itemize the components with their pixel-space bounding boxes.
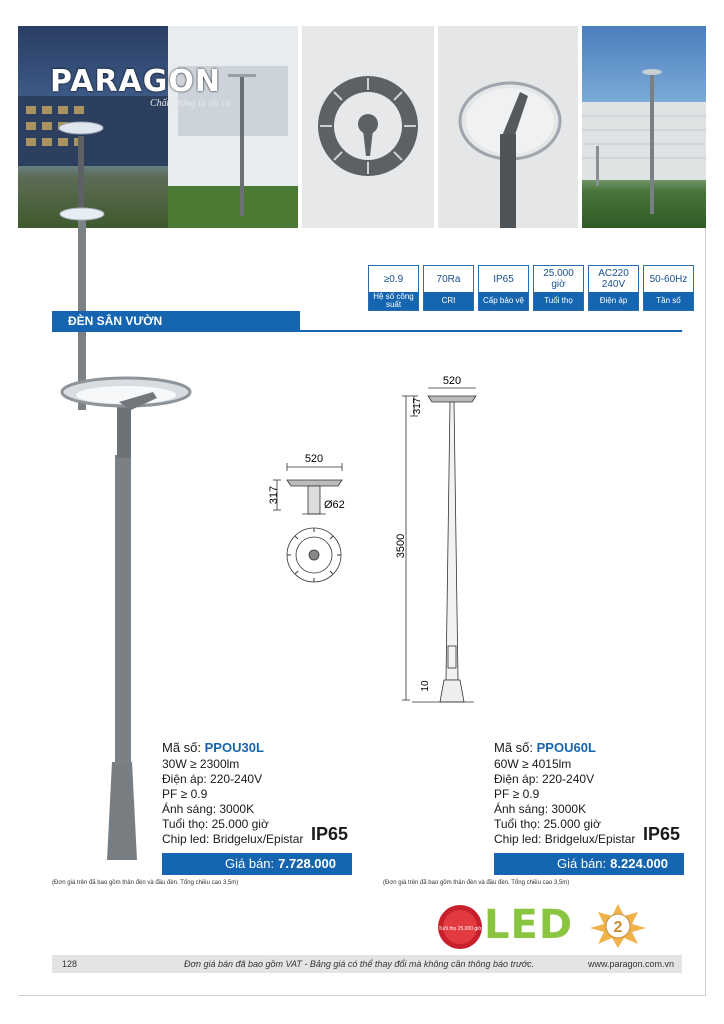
- spec-icons: [368, 265, 694, 311]
- price-label: Giá bán:: [225, 856, 275, 871]
- photo-lamp-top-view: [302, 26, 434, 228]
- product-code-label: Mã số:: [494, 740, 534, 755]
- spec-label: Cấp bảo vệ: [479, 292, 528, 310]
- dim-small-height: 317: [268, 485, 280, 505]
- spec-value: AC220 240V: [598, 268, 629, 290]
- photo-lamp-side-view: [438, 26, 578, 228]
- spec-ip: [478, 265, 529, 311]
- section-rule: [52, 330, 682, 332]
- led-logo: LED: [484, 902, 574, 948]
- dim-small-diameter: Ø62: [324, 499, 345, 511]
- footer-url[interactable]: www.paragon.com.vn: [587, 959, 674, 969]
- product-life: Tuổi thọ: 25.000 giờ: [162, 817, 269, 831]
- footer: [52, 955, 682, 973]
- photo-street-light-wall: [582, 26, 706, 228]
- product-light: Ánh sáng: 3000K: [494, 802, 587, 816]
- price-bar-ppou60l: [494, 853, 684, 875]
- product-light: Ánh sáng: 3000K: [162, 802, 255, 816]
- price-note: (Đơn giá trên đã bao gồm thân đèn và đầu đèn. Tổng chiều cao 3,5m): [52, 880, 239, 886]
- spec-value: 50-60Hz: [649, 273, 688, 285]
- spec-value: IP65: [493, 273, 514, 285]
- dim-pole-height: 3500: [395, 533, 407, 559]
- product-ip-rating: IP65: [642, 824, 680, 844]
- product-power: 30W ≥ 2300lm: [162, 757, 240, 771]
- product-chip: Chip led: Bridgelux/Epistar: [162, 832, 304, 846]
- product-code: PPOU30L: [204, 740, 264, 755]
- spec-label: Hệ số công suất: [369, 292, 418, 310]
- spec-label: Tuổi thọ: [534, 292, 583, 310]
- dim-pole-base: 10: [420, 680, 431, 692]
- technical-drawing: [242, 340, 494, 720]
- product-ip-rating: IP65: [310, 824, 348, 844]
- lifetime-badge: [434, 903, 486, 951]
- spec-label: Điện áp: [589, 292, 638, 310]
- product-voltage: Điện áp: 220-240V: [162, 772, 263, 786]
- dim-pole-width: 520: [442, 375, 462, 387]
- dim-pole-top: 317: [412, 397, 423, 415]
- spec-cri: [423, 265, 474, 311]
- brand-slogan: Chất lượng là tất cả: [150, 98, 231, 109]
- product-voltage: Điện áp: 220-240V: [494, 772, 595, 786]
- product-life: Tuổi thọ: 25.000 giờ: [494, 817, 601, 831]
- product-power: 60W ≥ 4015lm: [494, 757, 572, 771]
- dim-small-width: 520: [304, 453, 324, 465]
- price-value: 8.224.000: [610, 856, 668, 871]
- spec-voltage: [588, 265, 639, 311]
- spec-value: 25.000 giờ: [543, 268, 574, 290]
- product-pf: PF ≥ 0.9: [494, 787, 540, 801]
- page-number: 128: [62, 959, 78, 969]
- brand-logo: PARAGON: [50, 64, 222, 99]
- spec-label: CRI: [424, 292, 473, 310]
- product-ppou60l: [494, 740, 682, 847]
- product-code-label: Mã số:: [162, 740, 202, 755]
- warranty-number: 2: [613, 919, 623, 936]
- warranty-badge: [586, 902, 650, 950]
- spec-label: Tần số: [644, 292, 693, 310]
- lifetime-badge-text: Tuổi thọ 25.000 giờ: [438, 926, 482, 932]
- product-code-line: [494, 740, 682, 755]
- price-bar-ppou30l: [162, 853, 352, 875]
- price-label: Giá bán:: [557, 856, 607, 871]
- section-title: ĐÈN SÂN VƯỜN: [52, 311, 300, 331]
- spec-power-factor: [368, 265, 419, 311]
- footer-note: Đơn giá bán đã bao gồm VAT - Bảng giá có thể thay đổi mà không cần thông báo trước.: [184, 959, 535, 969]
- price-value: 7.728.000: [278, 856, 336, 871]
- spec-value: 70Ra: [436, 273, 461, 285]
- product-ppou30l: [162, 740, 350, 847]
- spec-frequency: [643, 265, 694, 311]
- price-note: (Đơn giá trên đã bao gồm thân đèn và đầu đèn. Tổng chiều cao 3,5m): [383, 880, 570, 886]
- spec-value: ≥0.9: [383, 273, 404, 285]
- product-chip: Chip led: Bridgelux/Epistar: [494, 832, 636, 846]
- spec-lifetime: [533, 265, 584, 311]
- product-code-line: [162, 740, 350, 755]
- product-pf: PF ≥ 0.9: [162, 787, 208, 801]
- product-code: PPOU60L: [536, 740, 596, 755]
